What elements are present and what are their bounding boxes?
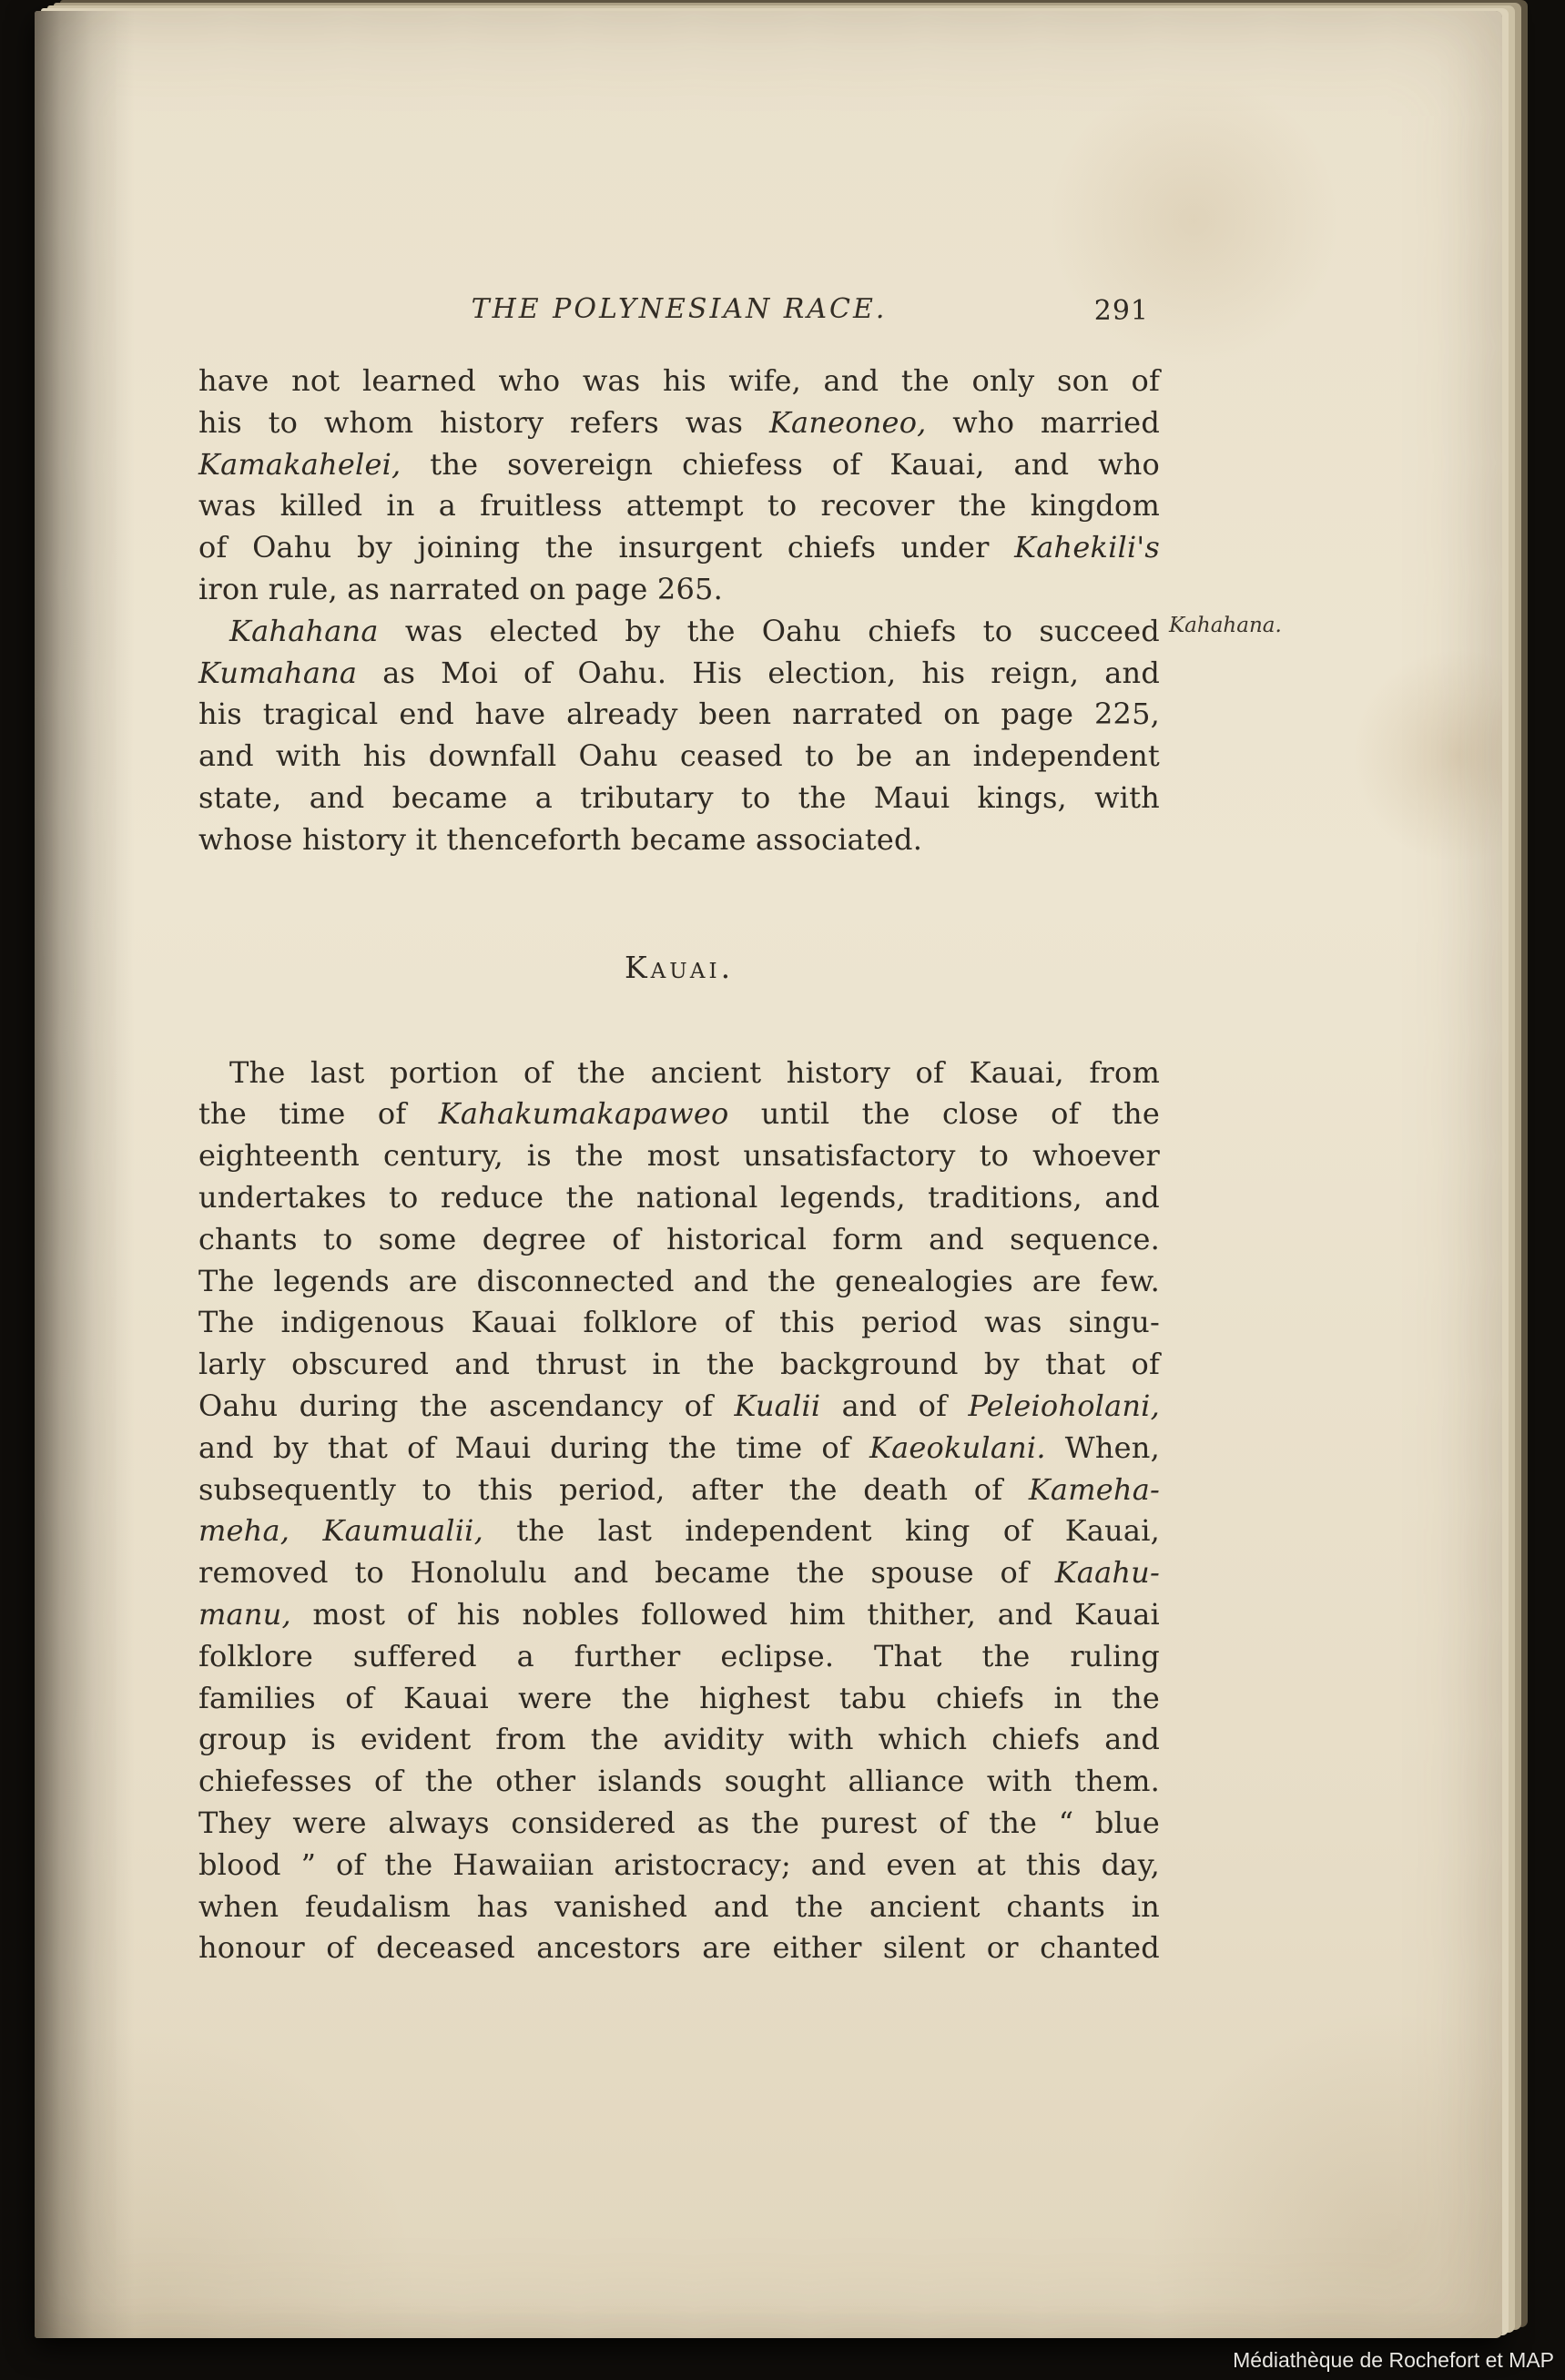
running-header-title: THE POLYNESIAN RACE. (471, 293, 888, 325)
text-line: of Oahu by joining the insurgent chiefs under Kahekili's (198, 530, 1160, 565)
book-page (35, 11, 1502, 2338)
text-line: and by that of Maui during the time of Kaeokulani. When, (198, 1429, 1160, 1465)
page-number: 291 (1093, 295, 1149, 327)
text-line: subsequently to this period, after the death of Kameha- (198, 1471, 1160, 1507)
paragraph (198, 611, 1160, 861)
text-line: Oahu during the ascendancy of Kualii and of Peleioholani, (198, 1388, 1160, 1423)
text-line: The legends are disconnected and the genealogies are few. (198, 1263, 1160, 1298)
text-line: eighteenth century, is the most unsatisfactory to whoever (198, 1138, 1160, 1174)
text-line: blood ” of the Hawaiian aristocracy; and even at this day, (198, 1846, 1160, 1882)
text-line: was killed in a fruitless attempt to recover the kingdom (198, 488, 1160, 524)
text-line: when feudalism has vanished and the ancient chants in (198, 1888, 1160, 1924)
paragraphs-before-heading (198, 361, 1160, 861)
text-line: larly obscured and thrust in the background by that of (198, 1347, 1160, 1382)
text-line: chants to some degree of historical form and sequence. (198, 1221, 1160, 1256)
text-line: manu, most of his nobles followed him thither, and Kauai (198, 1596, 1160, 1632)
text-line: honour of deceased ancestors are either silent or chanted (198, 1930, 1160, 1966)
text-line: the time of Kahakumakapaweo until the close of the (198, 1096, 1160, 1132)
text-line: iron rule, as narrated on page 265. (198, 571, 723, 606)
page-content (198, 293, 1282, 1969)
text-line: chiefesses of the other islands sought alliance with them. (198, 1764, 1160, 1799)
text-line: The indigenous Kauai folklore of this period was singu- (198, 1305, 1160, 1340)
text-line: state, and became a tributary to the Maui kings, with (198, 779, 1160, 815)
paragraph (198, 361, 1160, 611)
text-line: Kumahana as Moi of Oahu. His election, his reign, and (198, 655, 1160, 690)
text-line: meha, Kaumualii, the last independent king of Kauai, (198, 1513, 1160, 1549)
watermark-caption: Médiathèque de Rochefort et MAP (1233, 2348, 1554, 2372)
text-line: The last portion of the ancient history of Kauai, from (229, 1054, 1160, 1090)
text-line: families of Kauai were the highest tabu chiefs in the (198, 1680, 1160, 1715)
text-line: undertakes to reduce the national legends, traditions, and (198, 1179, 1160, 1215)
text-line: have not learned who was his wife, and the only son of (198, 363, 1160, 398)
text-line: his tragical end have already been narrated on page 225, (198, 697, 1160, 732)
text-line: removed to Honolulu and became the spouse of Kaahu- (198, 1555, 1160, 1591)
paragraph (198, 1053, 1160, 1970)
running-header (198, 293, 1160, 333)
text-line: folklore suffered a further eclipse. That the ruling (198, 1638, 1160, 1673)
section-heading: Kauai. (624, 949, 735, 985)
text-line: Kamakahelei, the sovereign chiefess of Kauai, and who (198, 446, 1160, 482)
margin-note: Kahahana. (1169, 614, 1282, 637)
paragraphs-after-heading (198, 1053, 1160, 1970)
text-line: group is evident from the avidity with which chiefs and (198, 1722, 1160, 1757)
text-line: and with his downfall Oahu ceased to be an independent (198, 738, 1160, 774)
binding-gutter-shadow (35, 11, 135, 2338)
text-line: whose history it thenceforth became associated. (198, 821, 923, 857)
text-line: his to whom history refers was Kaneoneo, who married (198, 404, 1161, 440)
text-line: Kahahana was elected by the Oahu chiefs to succeed (229, 613, 1160, 648)
body-text (198, 361, 1160, 1969)
text-line: They were always considered as the purest of the “ blue (198, 1805, 1160, 1840)
